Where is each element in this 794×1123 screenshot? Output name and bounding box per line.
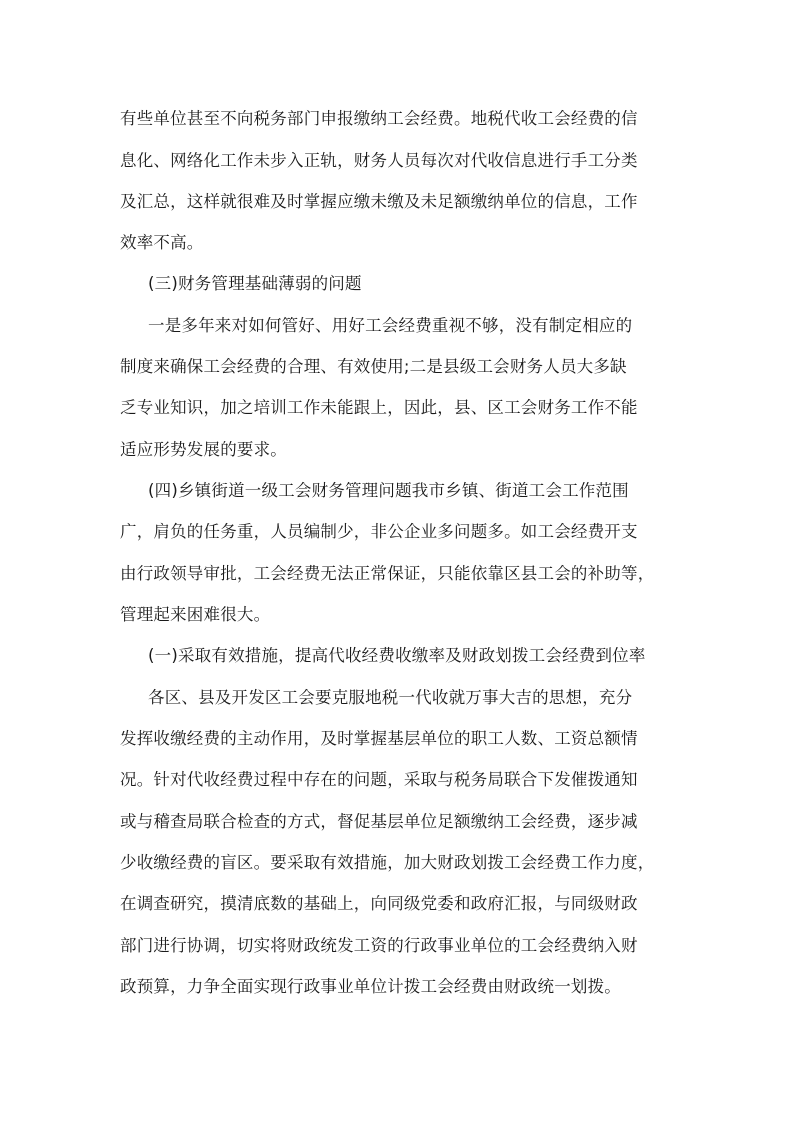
text-line: 由行政领导审批，工会经费无法正常保证，只能依靠区县工会的补助等，	[120, 564, 655, 583]
text-line: 适应形势发展的要求。	[120, 440, 287, 459]
text-line: 部门进行协调，切实将财政统发工资的行政事业单位的工会经费纳入财	[120, 936, 638, 955]
text-line: 况。针对代收经费过程中存在的问题，采取与税务局联合下发催拨通知	[120, 770, 638, 789]
section-heading: (一)采取有效措施，提高代收经费收缴率及财政划拨工会经费到位率	[148, 646, 646, 665]
text-line: 管理起来困难很大。	[120, 605, 271, 624]
text-line: 乏专业知识，加之培训工作未能跟上，因此，县、区工会财务工作不能	[120, 398, 638, 417]
text-line: (四)乡镇街道一级工会财务管理问题我市乡镇、街道工会工作范围	[148, 481, 629, 500]
text-line: 或与稽查局联合检查的方式，督促基层单位足额缴纳工会经费，逐步减	[120, 812, 638, 831]
text-line: 制度来确保工会经费的合理、有效使用;二是县级工会财务人员大多缺	[120, 357, 627, 376]
text-line: 及汇总，这样就很难及时掌握应缴未缴及未足额缴纳单位的信息，工作	[120, 192, 638, 211]
section-heading: (三)财务管理基础薄弱的问题	[148, 274, 362, 293]
text-line: 一是多年来对如何管好、用好工会经费重视不够，没有制定相应的	[148, 316, 633, 335]
text-line: 发挥收缴经费的主动作用，及时掌握基层单位的职工人数、工资总额情	[120, 729, 638, 748]
text-line: 在调查研究，摸清底数的基础上，向同级党委和政府汇报，与同级财政	[120, 894, 638, 913]
text-line: 效率不高。	[120, 233, 204, 252]
text-line: 息化、网络化工作未步入正轨，财务人员每次对代收信息进行手工分类	[120, 151, 638, 170]
text-line: 有些单位甚至不向税务部门申报缴纳工会经费。地税代收工会经费的信	[120, 109, 638, 128]
text-line: 少收缴经费的盲区。要采取有效措施，加大财政划拨工会经费工作力度，	[120, 853, 655, 872]
text-line: 各区、县及开发区工会要克服地税一代收就万事大吉的思想，充分	[148, 688, 633, 707]
text-line: 广，肩负的任务重，人员编制少，非公企业多问题多。如工会经费开支	[120, 522, 638, 541]
text-line: 政预算，力争全面实现行政事业单位计拨工会经费由财政统一划拨。	[120, 977, 621, 996]
